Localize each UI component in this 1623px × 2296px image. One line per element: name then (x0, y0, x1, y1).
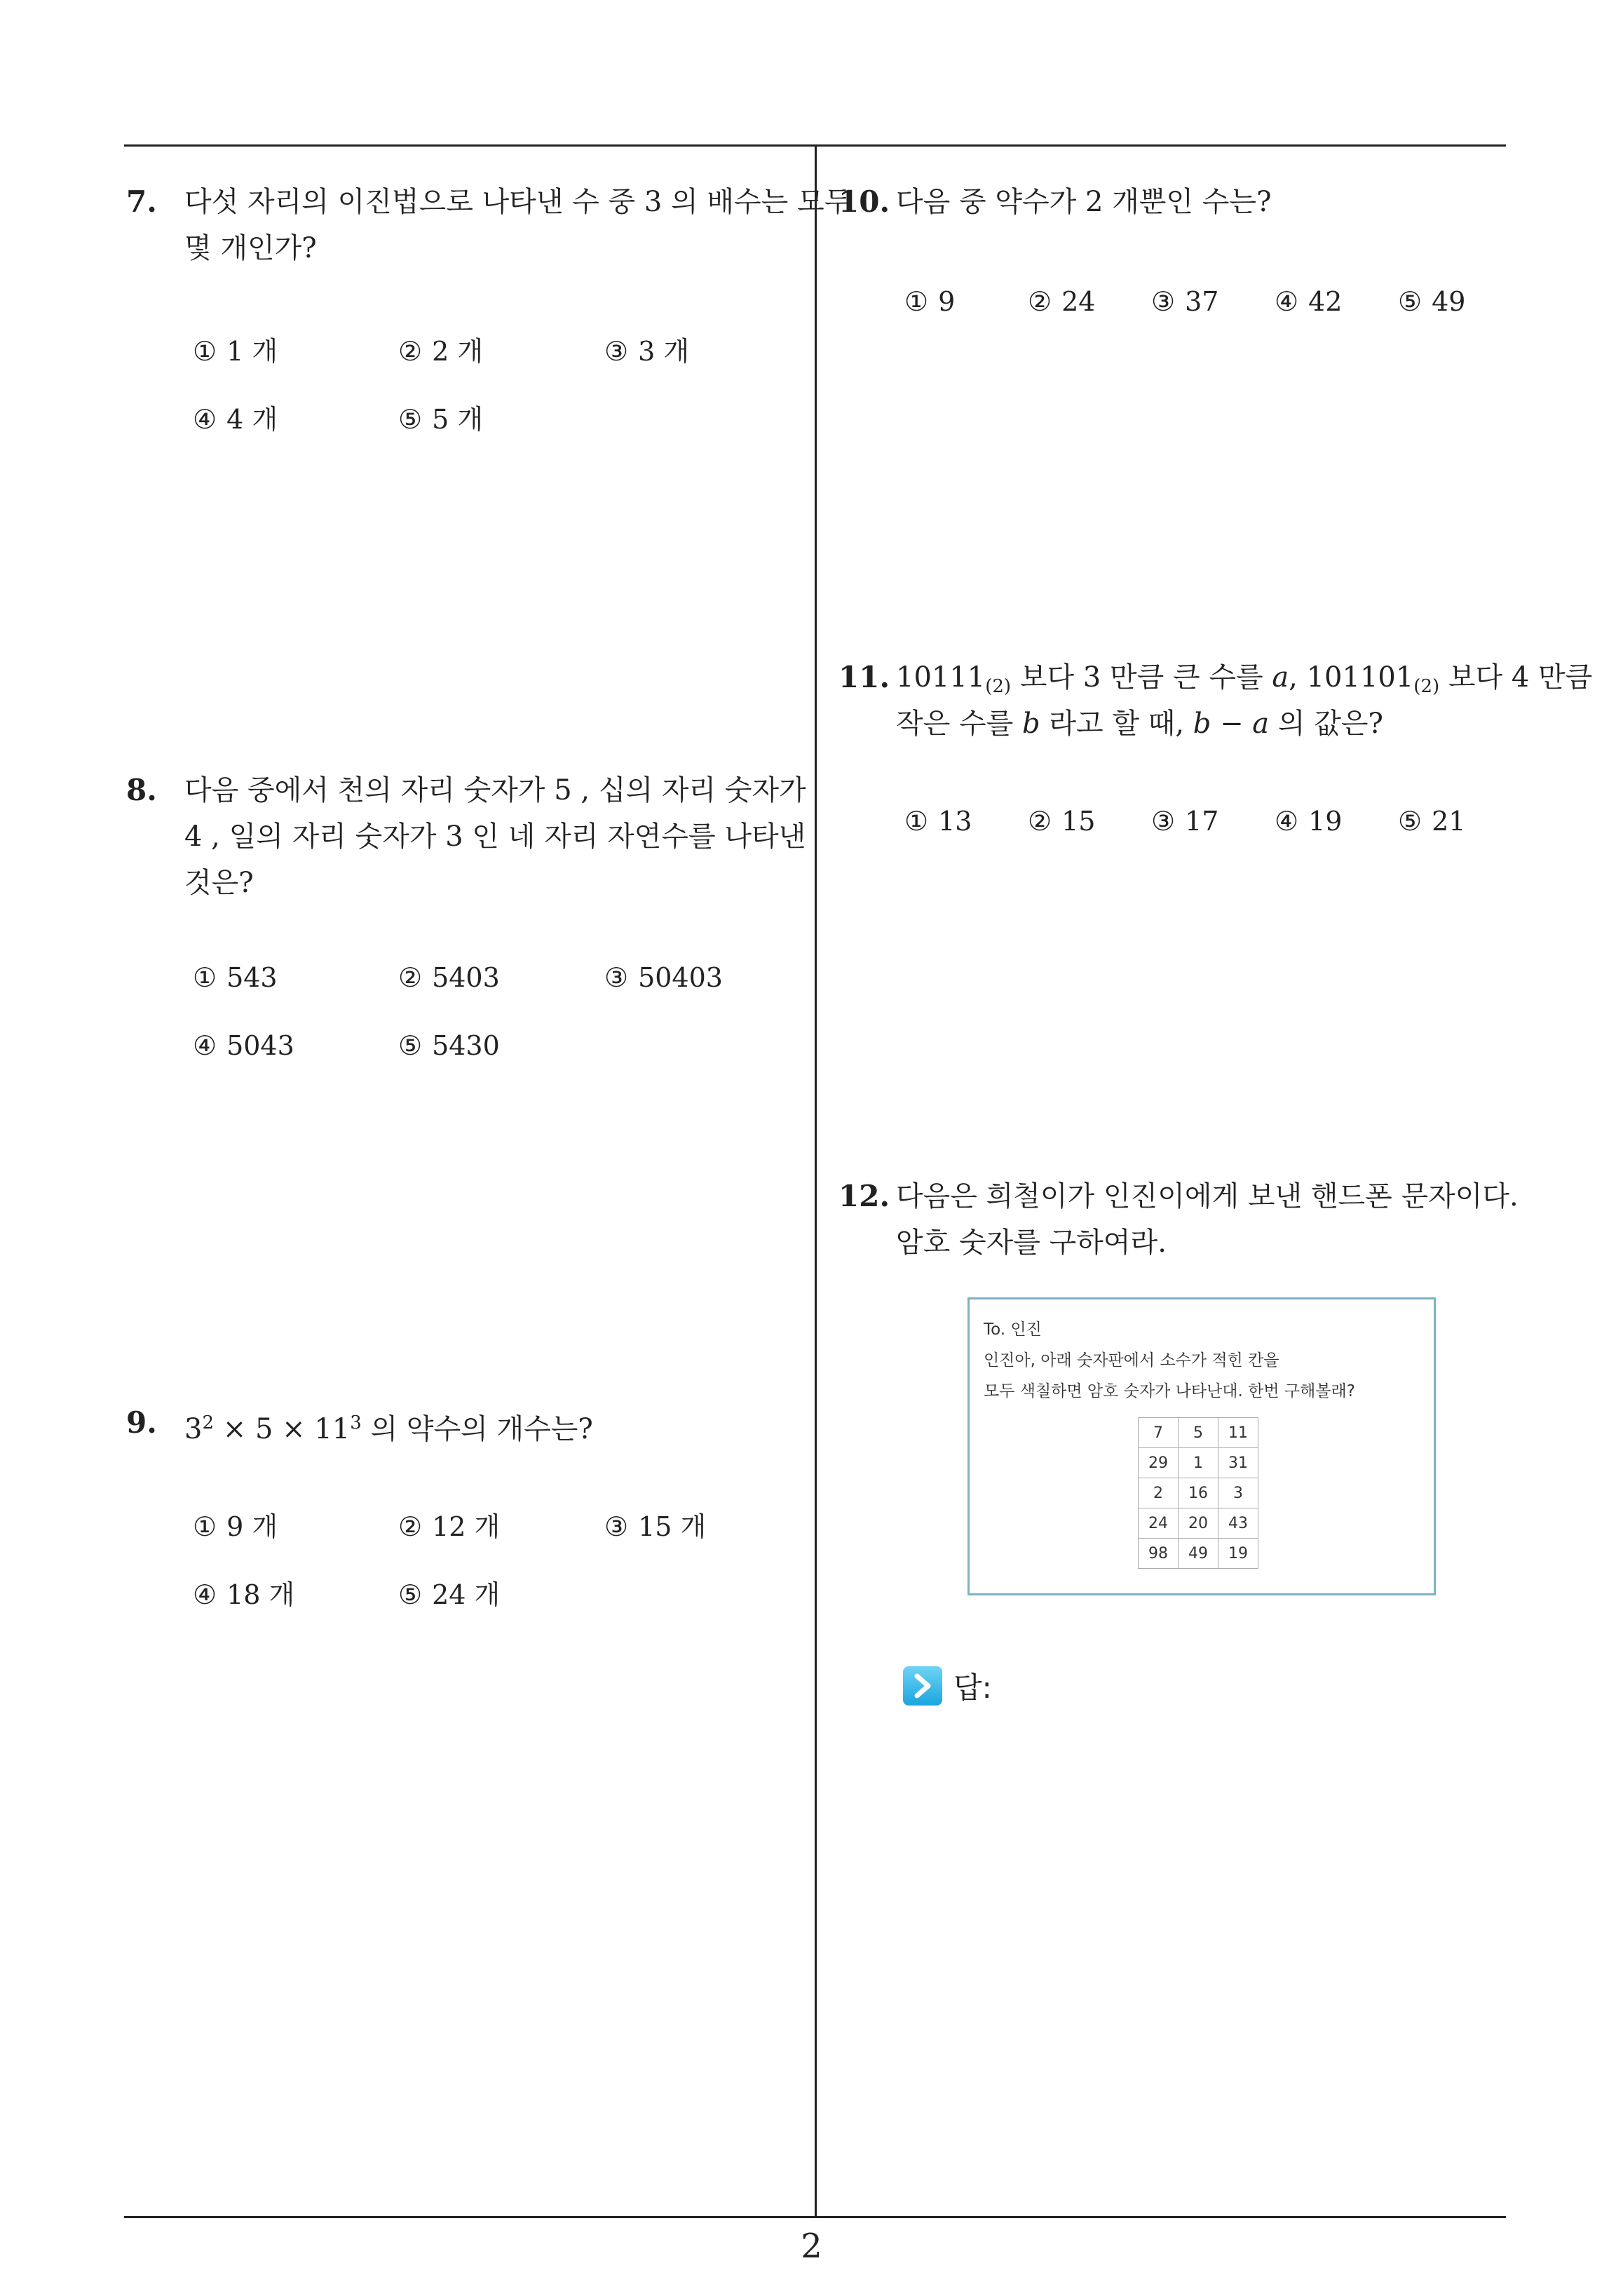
question-number: 7. (126, 184, 157, 219)
choice-2[interactable]: ② 5403 (398, 962, 500, 993)
sms-text-line: 모두 색칠하면 암호 숫자가 나타난대. 한번 구해볼래? (984, 1382, 1355, 1400)
question-text-line: $10111_{(2)}$ 보다 3 만큼 큰 수를 a, $101101_{(2)}$ 보다 4 만큼 (896, 661, 1593, 697)
sms-recipient: To. 인진 (984, 1321, 1042, 1339)
question-text-line: $3^2 \times 5 \times 11^3$ 의 약수의 개수는? (184, 1412, 593, 1445)
grid-row (1139, 1448, 1258, 1478)
choice-2[interactable]: ② 12 개 (398, 1511, 501, 1542)
grid-cell: 3 (1218, 1478, 1258, 1508)
question-text-line: 다음 중 약수가 2 개뿐인 수는? (896, 186, 1272, 218)
question-text-line: 것은? (184, 867, 254, 899)
grid-cell: 31 (1218, 1448, 1258, 1478)
question-number: 11. (838, 660, 890, 694)
grid-cell: 5 (1179, 1418, 1218, 1448)
grid-row (1139, 1539, 1258, 1569)
choice-1[interactable]: ① 543 (193, 962, 278, 993)
choice-1[interactable]: ① 1 개 (193, 336, 278, 367)
question-number: 12. (838, 1179, 890, 1213)
grid-cell: 43 (1218, 1508, 1258, 1539)
choice-2[interactable]: ② 15 (1028, 806, 1096, 837)
question-number: 8. (126, 773, 157, 807)
choice-5[interactable]: ⑤ 5430 (398, 1030, 500, 1061)
sms-message-box (967, 1297, 1436, 1595)
grid-cell: 49 (1179, 1539, 1218, 1569)
grid-cell: 24 (1139, 1508, 1179, 1539)
grid-cell: 2 (1139, 1478, 1179, 1508)
choice-4[interactable]: ④ 18 개 (193, 1579, 295, 1610)
choice-3[interactable]: ③ 37 (1151, 286, 1219, 317)
page-number: 2 (801, 2227, 822, 2266)
grid-cell: 1 (1179, 1448, 1218, 1478)
question-text-line: 다음은 희철이가 인진이에게 보낸 핸드폰 문자이다. (896, 1180, 1519, 1213)
choice-3[interactable]: ③ 17 (1151, 806, 1219, 837)
grid-row (1139, 1478, 1258, 1508)
choice-1[interactable]: ① 13 (904, 806, 972, 837)
question-text-line: 작은 수를 b 라고 할 때, b − a 의 값은? (896, 708, 1383, 740)
number-grid (1138, 1417, 1258, 1569)
choice-3[interactable]: ③ 50403 (604, 962, 723, 993)
grid-row (1139, 1508, 1258, 1539)
choice-5[interactable]: ⑤ 49 (1398, 286, 1466, 317)
choice-4[interactable]: ④ 4 개 (193, 404, 278, 435)
question-text-line: 4 , 일의 자리 숫자가 3 인 네 자리 자연수를 나타낸 (184, 821, 806, 853)
grid-cell: 20 (1179, 1508, 1218, 1539)
grid-cell: 11 (1218, 1418, 1258, 1448)
choice-4[interactable]: ④ 19 (1275, 806, 1343, 837)
choice-2[interactable]: ② 2 개 (398, 336, 484, 367)
choice-3[interactable]: ③ 3 개 (604, 336, 690, 367)
choice-1[interactable]: ① 9 개 (193, 1511, 278, 1542)
chevron-right-icon (903, 1666, 942, 1706)
grid-cell: 98 (1139, 1539, 1179, 1569)
grid-cell: 19 (1218, 1539, 1258, 1569)
choice-5[interactable]: ⑤ 24 개 (398, 1579, 501, 1610)
choice-3[interactable]: ③ 15 개 (604, 1511, 707, 1542)
question-text-line: 다섯 자리의 이진법으로 나타낸 수 중 3 의 배수는 모두 (184, 186, 852, 218)
answer-label: 답: (953, 1670, 992, 1705)
column-divider (815, 145, 817, 2217)
grid-cell: 7 (1139, 1418, 1179, 1448)
choice-1[interactable]: ① 9 (904, 286, 956, 317)
choice-5[interactable]: ⑤ 21 (1398, 806, 1466, 837)
question-text-line: 몇 개인가? (184, 232, 317, 264)
choice-4[interactable]: ④ 5043 (193, 1030, 294, 1061)
choice-4[interactable]: ④ 42 (1275, 286, 1343, 317)
grid-row (1139, 1418, 1258, 1448)
question-number: 10. (838, 184, 890, 219)
sms-text-line: 인진아, 아래 숫자판에서 소수가 적힌 칸을 (984, 1351, 1279, 1370)
grid-cell: 29 (1139, 1448, 1179, 1478)
question-text-line: 암호 숫자를 구하여라. (896, 1227, 1167, 1259)
choice-5[interactable]: ⑤ 5 개 (398, 404, 484, 435)
question-number: 9. (126, 1405, 157, 1440)
grid-cell: 16 (1179, 1478, 1218, 1508)
question-text-line: 다음 중에서 천의 자리 숫자가 5 , 십의 자리 숫자가 (184, 774, 806, 806)
choice-2[interactable]: ② 24 (1028, 286, 1096, 317)
